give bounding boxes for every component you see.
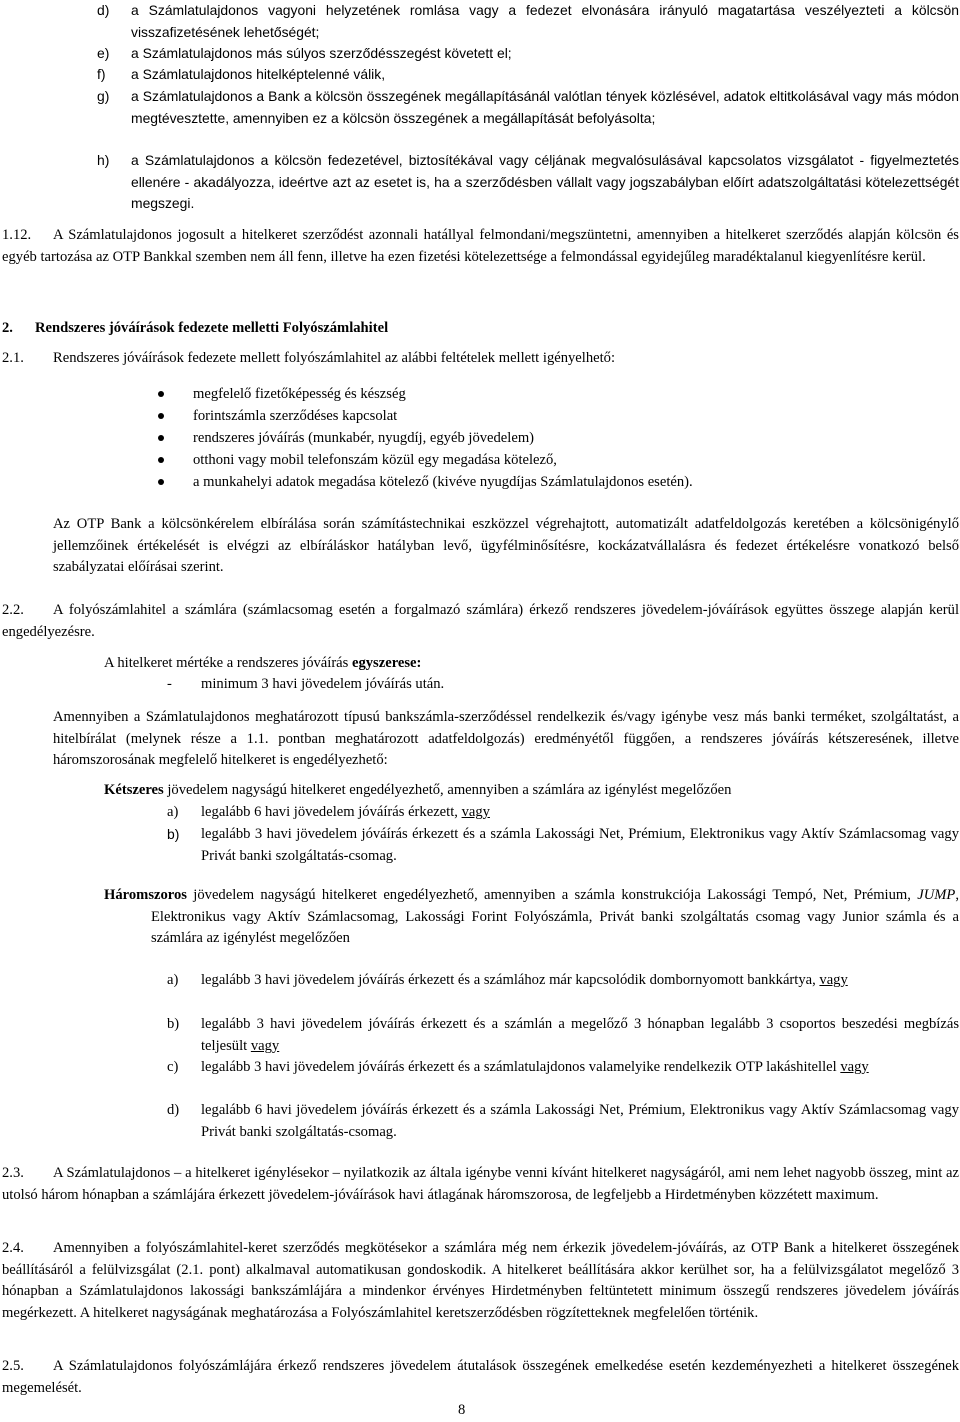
section-text: A folyószámlahitel a számlára (számlacsomag esetén a forgalmazó számlára) érkező rendszeres jövedelem-jóváírások együttes összege alapján kerül engedélyezésre.: [2, 602, 959, 640]
list-item: [97, 64, 959, 86]
item-text: a Számlatulajdonos a kölcsön fedezetével, biztosítékával vagy céljának megvalósulásával kapcsolatos vizsgálatot - figyelmeztetés ellenére - akadályozza, ideértve azt az esetet is, ha a szerződésben vállalt vagy jogszabályban előírt adatszolgáltatási kötelezettségét megszegi.: [131, 152, 959, 212]
section-text: A Számlatulajdonos – a hitelkeret igénylésekor – nyilatkozik az általa igénybe venni kívánt hitelkeret nagyságáról, ami nem lehet nagyobb összeg, mint az utolsó három hónapban a számlájára érkezett jövedelem-jóváírások havi átlagának háromszorosa, de legfeljebb a Hirdetményben közzétett maximum.: [2, 1165, 959, 1203]
list-item: [167, 1014, 959, 1057]
list-item: [167, 1057, 959, 1079]
list-item: [0, 472, 959, 494]
list-item: [97, 43, 959, 65]
double-text: jövedelem nagyságú hitelkeret engedélyezhető, amennyiben a számlára az igénylést megelőzően: [163, 782, 732, 798]
limit-line: [104, 653, 959, 675]
item-label: b): [167, 826, 180, 842]
section-heading: [2, 318, 959, 340]
item-label: e): [97, 45, 110, 61]
item-label: f): [97, 66, 106, 82]
section-number: 1.12.: [2, 227, 32, 243]
list-item: [167, 674, 957, 696]
bullet-text: forintszámla szerződéses kapcsolat: [193, 408, 398, 424]
or-link: vagy: [461, 804, 490, 820]
limit-multiplier: egyszerese:: [351, 655, 422, 671]
double-limit-intro: [104, 780, 959, 802]
item-text: a Számlatulajdonos hitelképtelenné válik,: [131, 66, 386, 82]
item-label: d): [97, 2, 110, 18]
section-number: 2.5.: [2, 1358, 24, 1374]
heading-number: 2.: [2, 320, 13, 336]
section-number: 2.4.: [2, 1240, 24, 1256]
bullet-text: a munkahelyi adatok megadása kötelező (kivéve nyugdíjas Számlatulajdonos esetén).: [193, 474, 693, 490]
dash-marker: -: [167, 676, 172, 692]
dash-text: minimum 3 havi jövedelem jóváírás után.: [201, 676, 445, 692]
item-label: d): [167, 1102, 180, 1118]
section-text: Amennyiben a folyószámlahitel-keret szerződés megkötésekor a számlára még nem érkezik jövedelem-jóváírás, az OTP Bank a hitelkeret összegének beállításáról a felülvizsgálat (2.1. pont) alkalmaval automatikusan gondoskodik. A hitelkeret beállítására akkor kerülhet sor, ha a felülvizsgálatot megelőző 3 hónapban a Számlatulajdonos lakossági bankszámlájára a mindenkor érvényes Hirdetményben feltüntetett minimum összegű rendszeres jövedelem jóváírás megérkezett. A hitelkeret nagyságának meghatározása a Folyószámlahitel keretszerződésben rögzítetteknek megfelelően történik.: [2, 1240, 959, 1321]
item-text: a Számlatulajdonos vagyoni helyzetének romlása vagy a fedezet elvonására irányuló magatartása veszélyezteti a kölcsön visszafizetésének lehetőségét;: [131, 2, 959, 40]
list-item: [0, 428, 959, 450]
list-item: [167, 802, 959, 824]
section-2-3: [2, 1163, 959, 1206]
page-number: 8: [458, 1402, 466, 1418]
item-text: legalább 6 havi jövedelem jóváírás érkezett és a számla Lakossági Net, Prémium, Elektronikus vagy Aktív Számlacsomag vagy Privát banki szolgáltatás-csomag.: [201, 1102, 959, 1140]
list-item: [167, 824, 959, 867]
triple-text: Háromszoros jövedelem nagyságú hitelkeret engedélyezhető, amennyiben a számla konstrukciója Lakossági Tempó, Net, Prémium, JUMP, Elektronikus vagy Aktív Számlacsomag, Lakossági Forint Folyószámla, Privát banki szolgáltatás csomag vagy Junior számla és a számlára az igénylést megelőzően: [104, 887, 959, 947]
item-label: b): [167, 1016, 180, 1032]
paragraph: [53, 707, 959, 772]
list-item: [167, 970, 959, 992]
bullet-text: megfelelő fizetőképesség és készség: [193, 386, 406, 402]
list-item: [97, 150, 959, 215]
section-1-12: [2, 225, 959, 268]
list-item: [0, 406, 959, 428]
item-text: a Számlatulajdonos a Bank a kölcsön összegének megállapításánál valótlan tények közlésével, adatok eltitkolásával vagy más módon megtévesztette, amennyiben ez a kölcsön összegének a megállapítását befolyásolta;: [131, 88, 959, 126]
section-number: 2.3.: [2, 1165, 24, 1181]
section-2-4: [2, 1238, 959, 1324]
paragraph: [53, 514, 959, 579]
bullet-text: rendszeres jóváírás (munkabér, nyugdíj, egyéb jövedelem): [193, 430, 535, 446]
item-text: legalább 3 havi jövedelem jóváírás érkezett és a számlatulajdonos valamelyike rendelkezik OTP lakáshitellel vagy: [201, 1059, 869, 1075]
list-item: [97, 0, 959, 43]
item-text: a Számlatulajdonos más súlyos szerződésszegést követett el;: [131, 45, 512, 61]
bullet-list: [0, 384, 959, 494]
section-text: A Számlatulajdonos folyószámlájára érkező rendszeres jövedelem átutalások összegének emelkedése esetén kezdeményezheti a hitelkeret összegének megemelését.: [2, 1358, 959, 1396]
section-text: A Számlatulajdonos jogosult a hitelkeret szerződést azonnali hatállyal felmondani/megszüntetni, amennyiben a hitelkeret szerződés alapján kölcsön és egyéb tartozása az OTP Bankkal szemben nem áll fenn, illetve ha ezen fizetési kötelezettsége a felmondással egyidejűleg maradéktalanul kiegyenlítésre kerül.: [2, 227, 959, 265]
list-item: [97, 86, 959, 129]
paragraph-text: Amennyiben a Számlatulajdonos meghatározott típusú bankszámla-szerződéssel rendelkezik és/vagy igénybe vesz más banki terméket, szolgáltatást, a hitelbírálat (melynek része a 1.1. pontban meghatározott adatfeldolgozás) eredményétől függően, a rendszeres jóváírás kétszeresének, illetve háromszorosának megfelelő hitelkeret is engedélyezhető:: [53, 709, 959, 769]
section-2-2: [2, 600, 959, 643]
item-label: g): [97, 88, 110, 104]
section-number: 2.2.: [2, 602, 24, 618]
item-text: legalább 3 havi jövedelem jóváírás érkezett és a számlán a megelőző 3 hónapban legalább 3 csoportos beszedési megbízás teljesült vagy: [201, 1016, 959, 1054]
section-2-1: [2, 348, 959, 370]
double-label: Kétszeres: [104, 782, 164, 798]
section-number: 2.1.: [2, 350, 24, 366]
triple-limit-intro: [104, 885, 959, 950]
list-item: [0, 384, 959, 406]
item-text: legalább 6 havi jövedelem jóváírás érkezett, vagy: [201, 804, 490, 820]
item-text: legalább 3 havi jövedelem jóváírás érkezett és a számla Lakossági Net, Prémium, Elektronikus vagy Aktív Számlacsomag vagy Privát banki szolgáltatás-csomag.: [201, 826, 959, 864]
list-item: [0, 450, 959, 472]
item-label: h): [97, 152, 110, 168]
limit-text: A hitelkeret mértéke a rendszeres jóváírás: [104, 655, 352, 671]
item-label: c): [167, 1059, 179, 1075]
list-item: [167, 1100, 959, 1143]
section-2-5: [2, 1356, 959, 1399]
item-text: legalább 3 havi jövedelem jóváírás érkezett és a számlához már kapcsolódik dombornyomott bankkártya, vagy: [201, 972, 848, 988]
item-label: a): [167, 972, 179, 988]
item-label: a): [167, 804, 179, 820]
bullet-text: otthoni vagy mobil telefonszám közül egy megadása kötelező,: [193, 452, 557, 468]
heading-text: Rendszeres jóváírások fedezete melletti Folyószámlahitel: [35, 320, 389, 336]
section-text: Rendszeres jóváírások fedezete mellett folyószámlahitel az alábbi feltételek mellett igényelhető:: [53, 350, 616, 366]
paragraph-text: Az OTP Bank a kölcsönkérelem elbírálása során számítástechnikai eszközzel végrehajtott, automatizált adatfeldolgozás keretében a kölcsönigénylő jellemzőinek értékelését is elvégzi az elbíráláskor hatályban levő, ügyfélminősítésre, kockázatvállalásra és fedezet értékelésre vonatkozó belső szabályzatai előírásai szerint.: [53, 516, 959, 576]
